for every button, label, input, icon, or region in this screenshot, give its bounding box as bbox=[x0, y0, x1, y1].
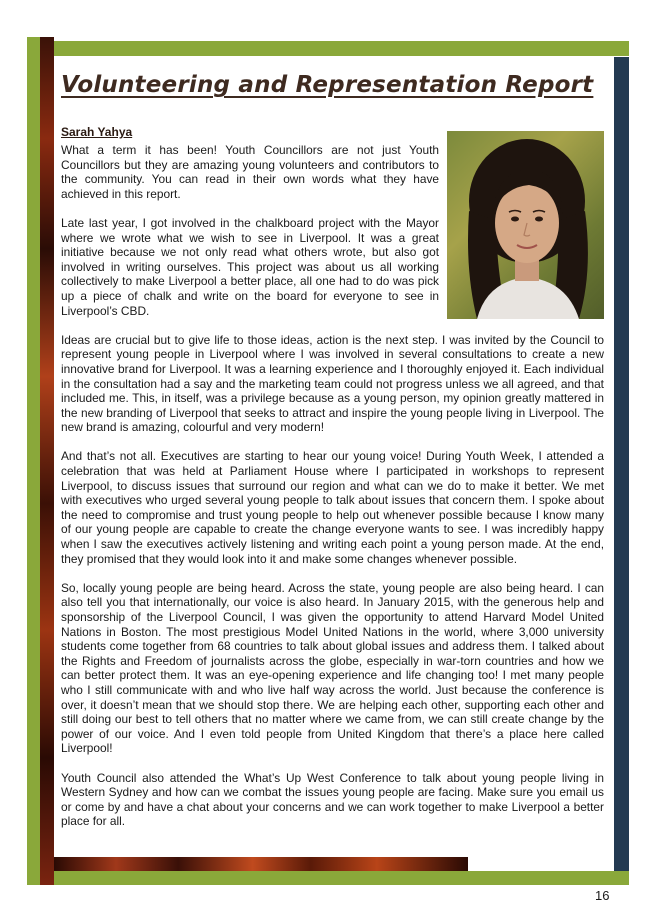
paragraph: What a term it has been! Youth Councillors are not just Youth Councillors but they are amazing young volunteers and contributors to the community. You can read in their own words what they have achieved in this report. bbox=[61, 143, 439, 201]
left-green-border bbox=[27, 37, 40, 885]
bottom-green-border bbox=[54, 871, 629, 885]
paragraph: Ideas are crucial but to give life to those ideas, action is the next step. I was invited by the Council to represent young people in Liverpool where I was involved in several consultations to create a new innovative brand for Liverpool. It was a learning experience and I thoroughly enjoyed it. Each individual in the consultation had a say and the marketing team could not progress unless we all agreed, and that included me. This, in itself, was a privilege because as a young person, my opinion greatly mattered in the new branding of Liverpool that seeks to attract and inspire the young people living in Liverpool. The new brand is amazing, colourful and very modern! bbox=[61, 332, 604, 435]
paragraph: Youth Council also attended the What’s Up West Conference to talk about young people living in Western Sydney and how can we combat the issues young people are facing. Make sure you email us or come by and have a chat about your concerns and we can work together to make Liverpool a better place for all. bbox=[61, 770, 604, 829]
paragraph: Late last year, I got involved in the chalkboard project with the Mayor where we wrote what we wish to see in Liverpool. It was a great initiative because we not only read what others wrote, but also got involved in writing ourselves. This project was about us all working collectively to make Liverpool a better place, all one had to do was pick up a piece of chalk and write on the board for everyone to see in Liverpool’s CBD. bbox=[61, 215, 439, 318]
author-photo bbox=[447, 131, 604, 319]
right-navy-border bbox=[614, 57, 629, 885]
page-title: Volunteering and Representation Report bbox=[61, 72, 594, 98]
author-name: Sarah Yahya bbox=[61, 125, 133, 139]
page-number: 16 bbox=[595, 888, 610, 903]
report-body bbox=[61, 143, 604, 844]
paragraph: So, locally young people are being heard. Across the state, young people are also being heard. I can also tell you that internationally, our voice is also heard. In January 2015, with the generous help and sponsorship of the Liverpool Council, I was given the opportunity to attend Harvard Model United Nations in Boston. The most prestigious Model United Nations in the world, where 3,000 university students come together from 68 countries to talk about global issues and address them. I talked about the Rights and Freedom of journalists across the globe, especially in war-torn countries and how we can better protect them. It was an eye-opening experience and life changing too! I met many people who I still communicate with and who live half way across the world. Just because the conference is over, it doesn’t mean that we should stop there. We are helping each other, supporting each other and still doing our best to tell others that no matter where we came from, we can still create change by the power of our voice. And I even told people from United Kingdom that there’s a place here called Liverpool! bbox=[61, 580, 604, 756]
bottom-decorative-border bbox=[54, 857, 468, 871]
top-green-border bbox=[54, 41, 629, 56]
left-decorative-border bbox=[40, 37, 54, 885]
paragraph: And that’s not all. Executives are starting to hear our young voice! During Youth Week, I attended a celebration that was held at Parliament House where I participated in workshops to represent Liverpool, to discuss issues that surround our region and what can we do to make it better. We met with executives who urged several young people to talk about issues that concern them. I spoke about the need to compromise and trust young people to help out whenever possible because I know many of our young people are capable to create the change everyone wants to see. I was incredibly happy when I saw the executives actively listening and writing each point a young person made. At the end, they promised that they would look into it and make some changes whenever possible. bbox=[61, 449, 604, 566]
portrait-image bbox=[447, 131, 604, 319]
